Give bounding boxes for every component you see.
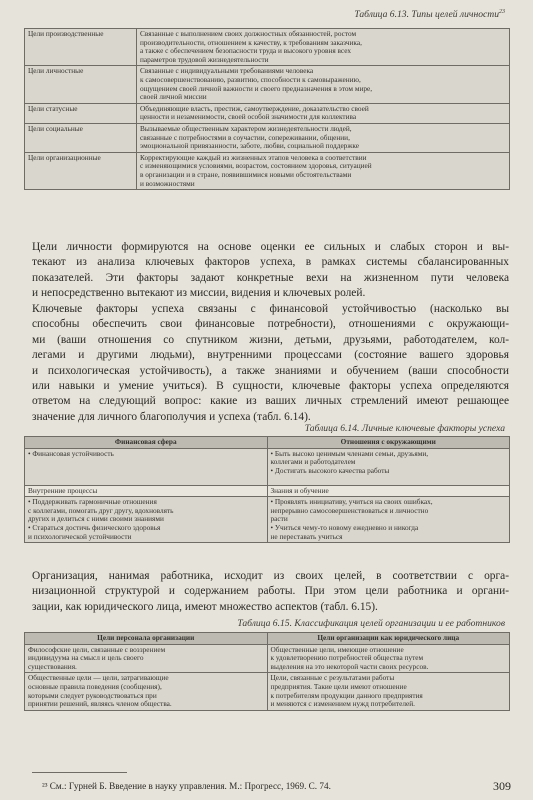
table-6-15 [24, 632, 510, 711]
table-row [25, 123, 510, 152]
paragraph-line: ответом на следующий вопрос: какие из ваших личных стремлений имеют решающее [32, 395, 509, 408]
cell-line: принятии решений, являясь членом общества. [28, 699, 172, 709]
goal-type-description [137, 103, 510, 123]
cell-line: Объединяющие власть, престиж, самоутверждение, доказательство своей [140, 103, 369, 113]
bullet-line: • Проявлять инициативу, учиться на своих ошибках, [271, 498, 507, 507]
goal-type-description [137, 123, 510, 152]
cell-line: к потребителям продукции данного предприятия [270, 690, 423, 700]
paragraph-line: Организация, нанимая работника, исходит из своих целей, в соответствии с орга- [32, 570, 509, 582]
organization-goal-cell [267, 673, 510, 710]
bullet-line: расти [270, 514, 288, 524]
paragraph-2 [32, 302, 509, 425]
bullet-line: не переставать учиться [270, 531, 343, 541]
bullet-line: • Поддерживать гармоничные отношения [28, 498, 264, 507]
table-6-15-header-personnel: Цели персонала организации [25, 633, 268, 645]
table-6-15-caption [237, 618, 505, 629]
table-row [25, 644, 510, 673]
bullet-line: с коллегами, помогать друг другу, вдохновлять [28, 505, 174, 515]
goal-type-label: Цели социальные [25, 123, 137, 152]
cell-line: эмоциональной привязанности, заботе, любви, социальной поддержке [140, 141, 359, 151]
cell-line: Общественные цели, имеющие отношение [270, 644, 404, 654]
table-6-15-header-organization: Цели организации как юридического лица [267, 633, 510, 645]
bullet-line: • Достигать высокого качества работы [271, 467, 507, 476]
bullet-line: • Стараться достичь физического здоровья [28, 524, 264, 533]
paragraph-line: Ключевые факторы успеха связаны с финансовой устойчивостью (насколько вы [32, 303, 509, 315]
footnote-ref: 23 [499, 9, 505, 15]
paragraph-1 [32, 240, 509, 302]
goal-type-label: Цели личностные [25, 66, 137, 103]
table-6-13-caption [354, 9, 505, 20]
paragraph-line: низационной структурой и содержанием работы. При этом цели работника и органи- [32, 585, 509, 598]
cell-line: предприятия. Такие цели имеют отношение [270, 681, 407, 691]
cell-line: и возможностями [140, 178, 195, 188]
caption-text: Таблица 6.14. Личные ключевые факторы успеха [304, 423, 505, 434]
table-6-14-section-learning: Знания и обучение [267, 485, 510, 497]
cell-line: Вызываемые общественным характером жизнедеятельности людей, [140, 123, 352, 133]
table-6-14-cell [267, 448, 510, 485]
cell-line: к самосовершенствованию, развитию, способности к самовыражению, [140, 74, 361, 84]
cell-line: а также с обеспечением безопасности труда и высокого уровня всех [140, 46, 352, 56]
caption-text: Таблица 6.15. Классификация целей организации и ее работников [237, 618, 505, 629]
bullet-line: • Учиться чему-то новому ежедневно и никогда [271, 524, 507, 533]
cell-line: к удовлетворению потребностей общества путем [270, 653, 424, 663]
caption-text: Таблица 6.13. Типы целей личности [354, 9, 499, 21]
table-6-14-cell [25, 448, 268, 485]
paragraph-line: текают из анализа ключевых факторов успеха, в рамках системы сбалансированных [32, 256, 509, 269]
table-6-14-header-finance: Финансовая сфера [25, 437, 268, 449]
cell-line: Связанные с выполнением своих должностных обязанностей, ростом [140, 29, 357, 38]
table-row [25, 29, 510, 66]
cell-line: Общественные цели — цели, затрагивающие [28, 673, 169, 683]
paragraph-line: Цели личности формируются на основе оценки ее сильных и слабых сторон и вы- [32, 241, 509, 253]
cell-line: с изменяющимися условиями, возрастом, состоянием здоровья, ситуацией [140, 161, 372, 171]
table-6-13 [24, 28, 510, 190]
cell-line: которыми следует руководствоваться при [28, 690, 157, 700]
cell-line: Философские цели, связанные с воззрением [28, 644, 166, 654]
paragraph-line: и непосредственно вытекают из миссии, видения и ключевых ролей. [32, 287, 366, 300]
goal-type-description [137, 152, 510, 189]
bullet-line: • Финансовая устойчивость [28, 450, 264, 459]
cell-line: и меняются с изменением нужд потребителей. [270, 699, 415, 709]
bullet-line: и психологической устойчивости [28, 531, 132, 541]
paragraph-line: показателей. Эти факторы задают конкретные вехи на жизненном пути человека [32, 271, 509, 284]
cell-line: своей личной миссии [140, 92, 207, 102]
cell-line: выделения на это некоторой части своих ресурсов. [270, 661, 429, 671]
paragraph-line: зации, как юридического лица, имеют множество аспектов (табл. 6.15). [32, 600, 378, 613]
cell-line: параметров трудовой жизнедеятельности [140, 54, 269, 64]
cell-line: в организации и в стране, появившимися новыми обстоятельствами [140, 169, 352, 179]
paragraph-line: легами и другими людьми), внутренними процессами (состояние вашего здоровья [32, 349, 509, 362]
table-row [25, 152, 510, 189]
goal-type-description [137, 66, 510, 103]
goal-type-description [137, 29, 510, 66]
paragraph-line: способны обеспечить свои финансовые потребности), отношениями с окружающи- [32, 318, 509, 331]
cell-line: производительности, отношением к качеству, к требованиям заказчика, [140, 37, 362, 47]
paragraph-3 [32, 569, 509, 615]
cell-line: Связанные с индивидуальными требованиями человека [140, 66, 314, 76]
goal-type-label: Цели производственные [25, 29, 137, 66]
organization-goal-cell [267, 644, 510, 673]
cell-line: индивидуума на смысл и цель своего [28, 653, 144, 663]
paragraph-line: и психологическая устойчивость), а также знаниями и обучением (ваши способности [32, 364, 509, 377]
goal-type-label: Цели организационные [25, 152, 137, 189]
cell-line: Корректирующие каждый из жизненных этапов человека в соответствии [140, 152, 367, 162]
table-6-14-header-relations: Отношения с окружающими [267, 437, 510, 449]
bullet-line: • Быть высоко ценимым членами семьи, друзьями, [271, 450, 507, 459]
table-row [25, 103, 510, 123]
cell-line: основные правила поведения (сообщения), [28, 681, 162, 691]
table-6-14-section-internal: Внутренние процессы [25, 485, 268, 497]
page-number: 309 [493, 779, 511, 793]
paragraph-line: значение для личного благополучия и успеха (табл. 6.14). [32, 410, 311, 423]
paragraph-line: ми (ваши отношения со спутником жизни, детьми, друзьями, работодателем, кол- [32, 333, 509, 346]
personnel-goal-cell [25, 673, 268, 710]
cell-line: Цели, связанные с результатами работы [270, 673, 395, 683]
personnel-goal-cell [25, 644, 268, 673]
cell-line: связанные с потребностями в соучастии, сопереживании, общении, [140, 132, 350, 142]
table-6-14-caption [305, 423, 505, 434]
cell-line: существования. [28, 661, 77, 671]
table-row [25, 673, 510, 710]
footnote-rule [32, 772, 127, 773]
table-row [25, 66, 510, 103]
cell-line: ощущением своей личной важности и своего предназначения в этом мире, [140, 83, 373, 93]
table-6-14-cell [267, 497, 510, 543]
cell-line: ценности и незаменимости, своей особой значимости для коллектива [140, 112, 357, 122]
table-6-14 [24, 436, 510, 543]
bullet-line: коллегами и работодателем [270, 457, 356, 467]
paragraph-line: или навыки и умение учиться). В сущности, ключевые факторы успеха определяются [32, 380, 509, 393]
bullet-line: других и делиться с ними своими знаниями [28, 514, 164, 524]
table-6-14-cell [25, 497, 268, 543]
bullet-line: непрерывно самосовершенствоваться и личностно [270, 505, 429, 515]
goal-type-label: Цели статусные [25, 103, 137, 123]
footnote: ²³ См.: Гурней Б. Введение в науку управления. М.: Прогресс, 1969. С. 74. [42, 781, 331, 791]
